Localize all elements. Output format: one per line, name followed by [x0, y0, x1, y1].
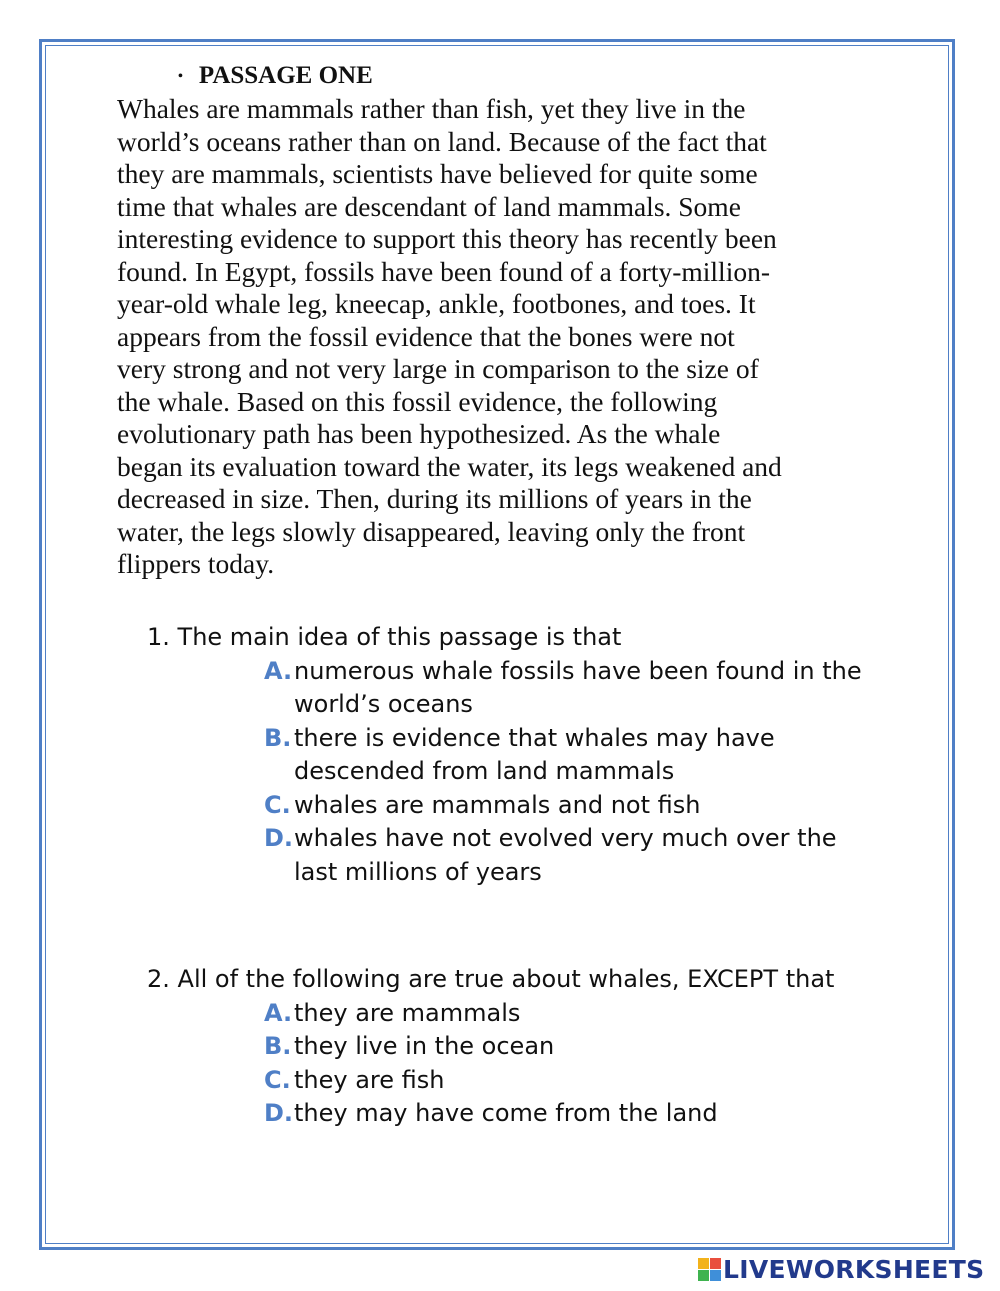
passage-line: decreased in size. Then, during its millions of years in the	[117, 483, 752, 514]
passage-line: they are mammals, scientists have believed for quite some	[117, 158, 758, 189]
passage-line: time that whales are descendant of land mammals. Some	[117, 190, 741, 222]
option-text-line: world’s oceans	[294, 690, 473, 718]
option-b[interactable]	[264, 1030, 834, 1064]
option-letter: A.	[264, 998, 293, 1027]
passage-heading	[178, 62, 373, 90]
bullet-icon: •	[178, 69, 183, 84]
option-text-line: whales are mammals and not fish	[294, 790, 701, 819]
passage-line: the whale. Based on this fossil evidence, the following	[117, 385, 718, 417]
question-1	[147, 621, 862, 889]
option-text-line: numerous whale fossils have been found in the	[294, 656, 862, 685]
passage-line: water, the legs slowly disappeared, leaving only the front	[117, 515, 746, 547]
option-letter: D.	[264, 1099, 294, 1127]
option-text-line: last millions of years	[294, 857, 542, 886]
option-c[interactable]	[264, 789, 862, 823]
passage-line: very strong and not very large in comparison to the size of	[117, 353, 759, 384]
passage-heading-text: PASSAGE ONE	[198, 62, 373, 89]
option-c[interactable]	[264, 1064, 834, 1098]
logo-text: LIVEWORKSHEETS	[723, 1255, 985, 1284]
option-text-line: whales have not evolved very much over the	[294, 824, 837, 852]
logo-square	[698, 1270, 709, 1281]
logo-square	[698, 1258, 709, 1269]
option-letter: B.	[264, 1032, 292, 1060]
question-stem: 2. All of the following are true about whales, EXCEPT that	[147, 965, 835, 993]
option-letter: A.	[264, 656, 293, 685]
passage-line: evolutionary path has been hypothesized. As the whale	[117, 418, 721, 449]
option-d[interactable]	[264, 1097, 834, 1131]
option-text: they may have come from the land	[294, 1099, 718, 1127]
passage-line: flippers today.	[117, 548, 275, 579]
option-text	[294, 822, 837, 889]
option-text	[294, 789, 700, 823]
option-letter: C.	[264, 790, 291, 819]
passage-line: Whales are mammals rather than fish, yet they live in the	[117, 93, 746, 124]
option-text-line: descended from land mammals	[294, 757, 675, 785]
liveworksheets-logo[interactable]	[698, 1255, 984, 1284]
passage-line: began its evaluation toward the water, its legs weakened and	[117, 450, 782, 482]
option-letter: C.	[264, 1065, 291, 1094]
logo-square	[710, 1270, 721, 1281]
option-text: they are fish	[294, 1065, 445, 1094]
option-b[interactable]	[264, 722, 862, 789]
option-list	[264, 655, 862, 890]
option-letter: B.	[264, 723, 292, 752]
option-d[interactable]	[264, 822, 862, 889]
passage-body	[117, 93, 907, 581]
passage-line: found. In Egypt, fossils have been found of a forty-million-	[117, 255, 770, 287]
option-list	[264, 997, 834, 1131]
option-letter: D.	[264, 824, 294, 852]
logo-mark-icon	[698, 1258, 721, 1281]
passage-line: year-old whale leg, kneecap, ankle, footbones, and toes. It	[117, 288, 756, 319]
option-text	[294, 722, 775, 789]
passage-line: appears from the fossil evidence that the bones were not	[117, 320, 735, 352]
logo-square	[710, 1258, 721, 1269]
option-text: they live in the ocean	[294, 1032, 555, 1060]
option-text: they are mammals	[294, 998, 521, 1027]
question-stem: 1. The main idea of this passage is that	[147, 623, 622, 651]
option-a[interactable]	[264, 655, 862, 722]
option-text	[294, 655, 862, 722]
passage-line: world’s oceans rather than on land. Because of the fact that	[117, 125, 767, 157]
option-a[interactable]	[264, 997, 834, 1031]
passage-line: interesting evidence to support this theory has recently been	[117, 223, 777, 254]
question-2	[147, 963, 834, 1131]
option-text-line: there is evidence that whales may have	[294, 723, 775, 752]
